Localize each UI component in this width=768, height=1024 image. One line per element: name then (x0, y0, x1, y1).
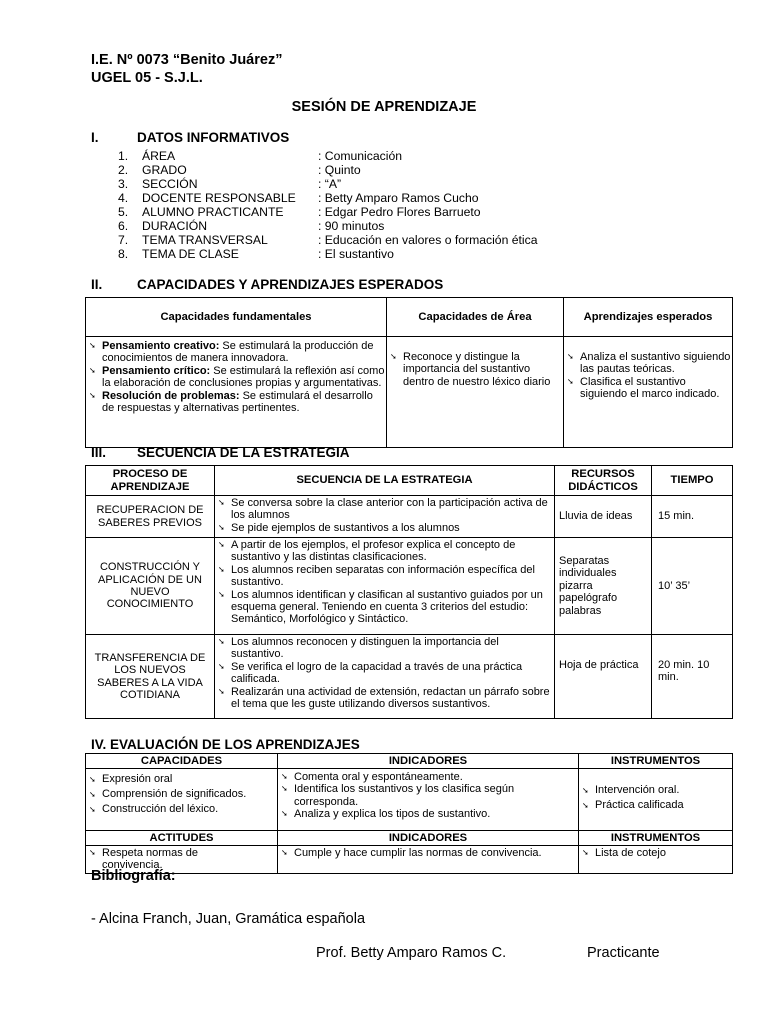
item-text: Se estimulará la producción de conocimientos de manera innovadora. (102, 340, 374, 365)
list-item (86, 390, 386, 415)
bullet-icon: ➘ (218, 637, 225, 646)
capacidades-cell (86, 769, 278, 831)
bullet-icon: ➘ (218, 522, 225, 532)
list-item (215, 539, 554, 564)
bullet-icon: ➘ (89, 365, 96, 375)
col-header: INSTRUMENTOS (579, 754, 733, 769)
col-header: INSTRUMENTOS (579, 831, 733, 846)
info-row (118, 177, 538, 191)
col-header: Aprendizajes esperados (564, 298, 733, 337)
list-item (215, 522, 554, 534)
item-text: Construcción del léxico. (102, 803, 219, 815)
table-row (86, 846, 733, 874)
list-item (86, 340, 386, 365)
info-key: DURACIÓN (142, 219, 208, 233)
bullet-icon: ➘ (89, 848, 96, 857)
info-row (118, 205, 538, 219)
col-header: Capacidades de Área (387, 298, 564, 337)
list-item (86, 787, 277, 802)
bullet-icon: ➘ (218, 589, 225, 599)
item-text: Se pide ejemplos de sustantivos a los alumnos (231, 521, 460, 534)
info-num: 3. (118, 177, 129, 191)
info-value: : Comunicación (318, 149, 402, 163)
indicadores-cell (278, 846, 579, 874)
section-2-title: CAPACIDADES Y APRENDIZAJES ESPERADOS (137, 277, 444, 292)
recursos-cell: Hoja de práctica (555, 635, 652, 719)
col-header: CAPACIDADES (86, 754, 278, 769)
bullet-icon: ➘ (89, 775, 96, 784)
area-cell (387, 337, 564, 448)
info-key: DOCENTE RESPONSABLE (142, 191, 296, 205)
estrategia-table (85, 465, 733, 719)
capacidades-table (85, 297, 733, 448)
bullet-icon: ➘ (582, 786, 589, 795)
item-text: Analiza y explica los tipos de sustantivo. (294, 808, 491, 821)
section-3-heading (91, 445, 350, 460)
item-text: Intervención oral. (595, 784, 680, 796)
bullet-icon: ➘ (218, 686, 225, 696)
info-key: TEMA TRANSVERSAL (142, 233, 268, 247)
bullet-icon: ➘ (281, 772, 288, 781)
item-text: Identifica los sustantivos y los clasifica según corresponda. (294, 783, 515, 808)
item-text: Reconoce y distingue la importancia del sustantivo dentro de nuestro léxico diario (403, 351, 551, 388)
info-value: : Betty Amparo Ramos Cucho (318, 191, 479, 205)
tiempo-cell: 15 min. (652, 496, 733, 538)
section-2-number: II. (91, 277, 103, 292)
item-text: Práctica calificada (595, 799, 684, 811)
col-header: TIEMPO (652, 466, 733, 496)
info-num: 2. (118, 163, 129, 177)
item-text: Analiza el sustantivo siguiendo las pautas teóricas. (580, 351, 731, 376)
info-value: : 90 minutos (318, 219, 385, 233)
item-text: Comenta oral y espontáneamente. (294, 771, 463, 783)
item-label: Resolución de problemas: (102, 389, 240, 402)
list-item (579, 847, 732, 859)
section-4-title: IV. EVALUACIÓN DE LOS APRENDIZAJES (91, 737, 360, 752)
item-text: Comprensión de significados. (102, 788, 247, 800)
list-item (278, 847, 578, 859)
col-header: RECURSOS DIDÁCTICOS (555, 466, 652, 496)
list-item (215, 589, 554, 626)
section-4-heading (91, 737, 360, 752)
list-item (564, 376, 732, 401)
item-text: Lista de cotejo (595, 847, 666, 859)
list-item (86, 772, 277, 787)
list-item (387, 351, 563, 388)
bibliografia-title: Bibliografía: (91, 868, 176, 884)
bullet-icon: ➘ (390, 352, 397, 361)
info-num: 4. (118, 191, 129, 205)
info-row (118, 247, 538, 261)
list-item (564, 351, 732, 376)
item-text: Se conversa sobre la clase anterior con la participación activa de los alumnos (231, 497, 548, 522)
section-2-heading (91, 277, 443, 292)
item-text: Cumple y hace cumplir las normas de convivencia. (294, 847, 542, 859)
item-text: Los alumnos identifican y clasifican al sustantivo guiados por un esquema general. Teniendo en cuenta 3 criterios del estudio: Semántico, Morfológico y Sintáctico. (231, 588, 543, 626)
evaluacion-table (85, 753, 733, 874)
section-1-heading (91, 130, 289, 145)
recursos-cell: Separatas individuales pizarra papelógrafo palabras (555, 538, 652, 635)
info-num: 7. (118, 233, 129, 247)
info-list (118, 149, 538, 261)
bullet-icon: ➘ (281, 784, 288, 794)
item-label: Pensamiento crítico: (102, 364, 211, 377)
list-item (86, 365, 386, 390)
col-header: INDICADORES (278, 831, 579, 846)
list-item (278, 771, 578, 783)
col-header: INDICADORES (278, 754, 579, 769)
info-row (118, 191, 538, 205)
item-label: Pensamiento creativo: (102, 340, 220, 352)
proceso-cell: TRANSFERENCIA DE LOS NUEVOS SABERES A LA VIDA COTIDIANA (86, 635, 215, 719)
bullet-icon: ➘ (218, 564, 225, 574)
bullet-icon: ➘ (281, 809, 288, 819)
list-item (278, 808, 578, 820)
fundamentales-cell (86, 337, 387, 448)
indicadores-cell (278, 769, 579, 831)
recursos-cell: Lluvia de ideas (555, 496, 652, 538)
table-row (86, 496, 733, 538)
table-row (86, 635, 733, 719)
list-item (215, 497, 554, 522)
bullet-icon: ➘ (89, 341, 96, 350)
signature-profesor: Prof. Betty Amparo Ramos C. (316, 945, 507, 961)
info-row (118, 149, 538, 163)
tiempo-cell: 10’ 35’ (652, 538, 733, 635)
bullet-icon: ➘ (567, 352, 574, 361)
aprendizajes-cell (564, 337, 733, 448)
list-item (86, 802, 277, 817)
item-text: Respeta normas de convivencia. (102, 847, 198, 872)
section-1-title: DATOS INFORMATIVOS (137, 130, 290, 145)
proceso-cell: CONSTRUCCIÓN Y APLICACIÓN DE UN NUEVO CONOCIMIENTO (86, 538, 215, 635)
list-item (215, 564, 554, 589)
table-row (86, 769, 733, 831)
info-value: : Quinto (318, 163, 361, 177)
info-value: : El sustantivo (318, 247, 394, 261)
secuencia-cell (215, 635, 555, 719)
info-row (118, 233, 538, 247)
bullet-icon: ➘ (218, 498, 225, 507)
col-header: Capacidades fundamentales (86, 298, 387, 337)
bullet-icon: ➘ (582, 848, 589, 857)
item-text: Los alumnos reconocen y distinguen la importancia del sustantivo. (231, 636, 499, 661)
list-item (215, 661, 554, 686)
secuencia-cell (215, 496, 555, 538)
school-name: I.E. Nº 0073 “Benito Juárez” (91, 52, 283, 68)
list-item (215, 636, 554, 661)
instrumentos-cell (579, 846, 733, 874)
bullet-icon: ➘ (218, 661, 225, 671)
list-item (579, 783, 732, 798)
info-num: 1. (118, 149, 129, 163)
item-text: Se estimulará el desarrollo de respuestas y alternativas pertinentes. (102, 389, 373, 415)
bullet-icon: ➘ (89, 390, 96, 400)
item-text: Clasifica el sustantivo siguiendo el marco indicado. (580, 375, 720, 401)
bullet-icon: ➘ (281, 848, 288, 857)
list-item (278, 783, 578, 808)
instrumentos-cell (579, 769, 733, 831)
info-key: ALUMNO PRACTICANTE (142, 205, 284, 219)
tiempo-cell: 20 min. 10 min. (652, 635, 733, 719)
info-num: 8. (118, 247, 129, 261)
item-text: Realizarán una actividad de extensión, redactan un párrafo sobre el tema que les guste utilizando diversos sustantivos. (231, 685, 550, 711)
bullet-icon: ➘ (567, 376, 574, 386)
info-row (118, 219, 538, 233)
bullet-icon: ➘ (218, 540, 225, 549)
proceso-cell: RECUPERACION DE SABERES PREVIOS (86, 496, 215, 538)
info-key: GRADO (142, 163, 187, 177)
info-num: 5. (118, 205, 129, 219)
info-row (118, 163, 538, 177)
list-item (215, 686, 554, 711)
bullet-icon: ➘ (89, 805, 96, 814)
item-text: Se verifica el logro de la capacidad a través de una práctica calificada. (231, 660, 523, 686)
item-text: Se estimulará la reflexión así como la elaboración de conclusiones propias y argumentativas. (102, 364, 385, 390)
page-title: SESIÓN DE APRENDIZAJE (291, 99, 477, 115)
bullet-icon: ➘ (89, 790, 96, 799)
info-key: SECCIÓN (142, 177, 198, 191)
col-header: SECUENCIA DE LA ESTRATEGIA (215, 466, 555, 496)
info-key: ÁREA (142, 149, 176, 163)
info-value: : Edgar Pedro Flores Barrueto (318, 205, 481, 219)
col-header: PROCESO DE APRENDIZAJE (86, 466, 215, 496)
info-value: : “A” (318, 177, 342, 191)
info-key: TEMA DE CLASE (142, 247, 239, 261)
info-num: 6. (118, 219, 129, 233)
item-text: Los alumnos reciben separatas con información específica del sustantivo. (231, 563, 535, 589)
col-header: ACTITUDES (86, 831, 278, 846)
item-text: A partir de los ejemplos, el profesor explica el concepto de sustantivo y las distintas clasificaciones. (231, 539, 516, 564)
secuencia-cell (215, 538, 555, 635)
ugel-name: UGEL 05 - S.J.L. (91, 70, 203, 86)
section-3-title: SECUENCIA DE LA ESTRATEGIA (137, 445, 350, 460)
bullet-icon: ➘ (582, 801, 589, 810)
bibliografia-entry: - Alcina Franch, Juan, Gramática española (91, 911, 366, 927)
table-row (86, 538, 733, 635)
item-text: Expresión oral (102, 773, 173, 785)
info-value: : Educación en valores o formación ética (318, 233, 538, 247)
section-3-number: III. (91, 445, 107, 460)
list-item (579, 798, 732, 813)
section-1-number: I. (91, 130, 99, 145)
signature-practicante: Practicante (587, 945, 660, 961)
